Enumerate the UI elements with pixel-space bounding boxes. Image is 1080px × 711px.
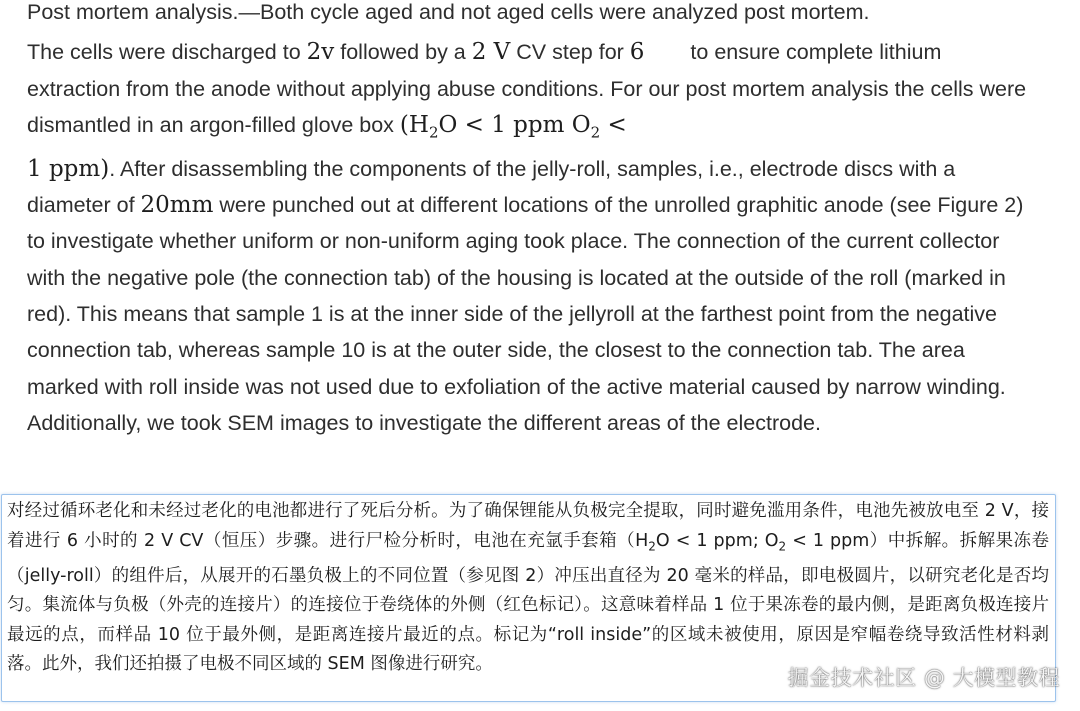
text-segment: CV step for (510, 40, 630, 65)
translation-text: < 1 ppm）中拆解。拆解果冻卷（jelly-roll）的组件后，从展开的石墨负极上的不同位置（参见图 2）冲压出直径为 20 毫米的样品，即电极圆片，以研究老化是否均匀。集流体与负极（外壳的连接片）的连接位于卷绕体的外侧（红色标记）。这意味着样品 1 位于果冻卷的最内侧，是距离负极连接片最远的点，而样品 10 位于最外侧，是距离连接片最近的点。标记为“roll inside”的区域未被使用，原因是窄幅卷绕导致活性材料剥落。此外，我们还拍摄了电极不同区域的 SEM 图像进行研究。 (7, 530, 1050, 674)
subscript-2: 2 (648, 539, 656, 553)
text-segment: The cells were discharged to (27, 40, 307, 65)
translation-text: 对经过循环老化和未经过老化的电池都进行了死后分析。为了确保锂能从负极完全提取，同时避免滥用条件，电池先被放电至 2 V，接着进行 6 小时的 2 V CV（恒压）步骤。进行尸检分析时，电池在充氩手套箱（H (7, 501, 1049, 551)
math-20mm: 20mm (140, 192, 214, 219)
text-segment: followed by a (334, 40, 472, 65)
math-2V: 2 V (471, 39, 511, 66)
math-6: 6 (629, 39, 645, 66)
article-body (27, 0, 1027, 441)
watermark: 掘金技术社区 @ 大模型教程 (787, 666, 1060, 690)
text-segment: were punched out at different locations of the unrolled graphitic anode (see Figure 2) to investigate whether uniform or non-uniform aging took place. The connection of the current collector with the negative pole (the connection tab) of the housing is located at the outside of the roll (marked in red). This means that sample 1 is at the inner side of the jellyroll at the farthest point from the negative connection tab, whereas sample 10 is at the outer side, the closest to the connection tab. The area marked with roll inside was not used due to exfoliation of the active material caused by narrow winding. Additionally, we took SEM images to investigate the different areas of the electrode. (27, 193, 1024, 435)
section-heading-line: Post mortem analysis.—Both cycle aged and not aged cells were analyzed post mortem. (27, 0, 870, 24)
math-2v: 2v (306, 39, 335, 66)
subscript-2: 2 (778, 539, 787, 553)
translation-text: O < 1 ppm; O (655, 530, 779, 551)
math-glovebox-condition: ($H_2O < 1$ ppm $O_2$ < 1 ppm) (27, 111, 627, 182)
text-segment: to ensure complete lithium extraction from the anode without applying abuse conditions. For our post mortem analysis the cells were dismantled in an argon-filled glove box (27, 40, 1027, 137)
text-segment: . After disassembling the components of the jelly-roll, samples, i.e., electrode discs with a diameter of (27, 156, 956, 218)
article-paragraph (27, 34, 1027, 441)
